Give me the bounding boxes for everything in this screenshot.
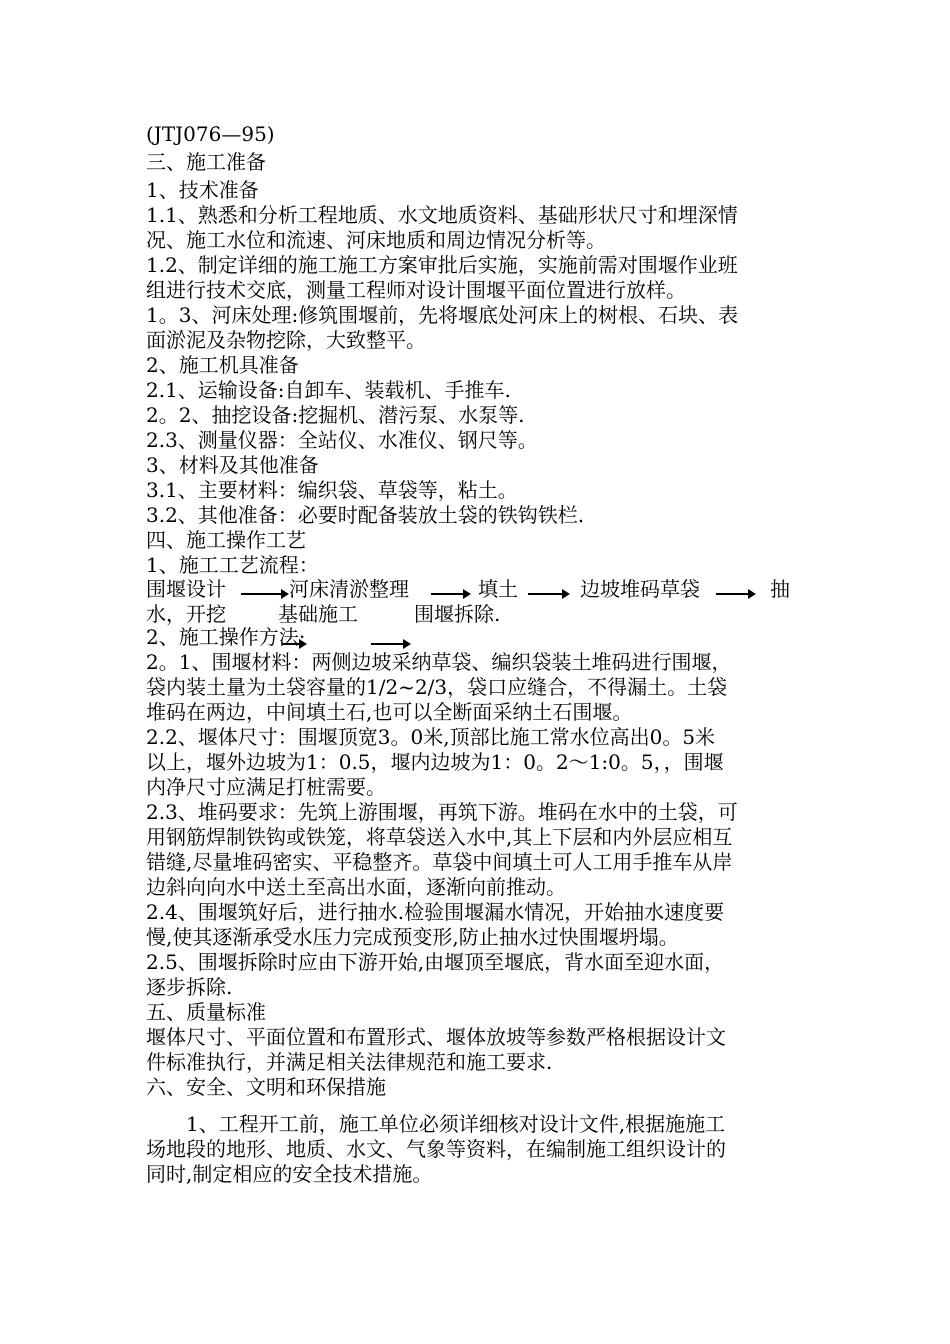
arrow-right-icon [241,585,289,599]
text-line: 2.5、围堰拆除时应由下游开始,由堰顶至堰底，背水面至迎水面， [146,950,725,974]
text-line: 错缝,尽量堆码密实、平稳整齐。草袋中间填土可人工用手推车从岸 [146,850,733,874]
text-line: 况、施工水位和流速、河床地质和周边情况分析等。 [146,228,606,252]
text-line: 2.3、堆码要求：先筑上游围堰，再筑下游。堆码在水中的土袋，可 [146,800,738,824]
text-line: 慢,使其逐渐承受水压力完成预变形,防止抽水过快围堰坍塌。 [146,925,679,949]
subsection-heading: 1、技术准备 [146,178,259,202]
text-line: 组进行技术交底，测量工程师对设计围堰平面位置进行放样。 [146,278,686,302]
subsection-heading: 3、材料及其他准备 [146,453,319,477]
paragraph-line: 同时,制定相应的安全技术措施。 [146,1162,433,1186]
flow-step: 填土 [478,577,518,601]
flow-step: 围堰拆除. [414,602,501,626]
flow-step: 边坡堆码草袋 [580,577,700,601]
subsection-heading: 2、施工机具准备 [146,353,299,377]
text-line: 用钢筋焊制铁钩或铁笼，将草袋送入水中,其上下层和内外层应相互 [146,825,733,849]
text-line: 堰体尺寸、平面位置和布置形式、堰体放坡等参数严格根据设计文 [146,1025,726,1049]
standard-code: (JTJ076—95) [146,122,275,146]
section-heading: 三、施工准备 [146,150,266,174]
text-line: 边斜向向水中送土至高出水面，逐渐向前推动。 [146,875,566,899]
flow-step: 基础施工 [278,602,358,626]
text-line: 2.2、堰体尺寸：围堰顶宽3。0米,顶部比施工常水位高出0。5米 [146,725,716,749]
text-line: 以上，堰外边坡为1：0.5，堰内边坡为1：0。2～1:0。5，，围堰 [146,750,724,774]
text-line: 1。3、河床处理:修筑围堰前，先将堰底处河床上的树根、石块、表 [146,303,739,327]
paragraph-line: 场地段的地形、地质、水文、气象等资料，在编制施工组织设计的 [146,1137,726,1161]
text-line: 1.2、制定详细的施工施工方案审批后实施，实施前需对围堰作业班 [146,253,738,277]
text-line: 件标准执行，并满足相关法律规范和施工要求. [146,1050,553,1074]
text-line: 1.1、熟悉和分析工程地质、水文地质资料、基础形状尺寸和埋深情 [146,203,738,227]
text-line: 堆码在两边，中间填土石,也可以全断面采纳土石围堰。 [146,700,633,724]
subsection-heading: 2、施工操作方法: [146,625,306,649]
text-line: 2.3、测量仪器：全站仪、水准仪、钢尺等。 [146,428,538,452]
flow-step: 水，开挖 [146,602,226,626]
text-line: 2。2、抽挖设备:挖掘机、潜污泵、水泵等. [146,403,525,427]
text-line: 3.1、主要材料：编织袋、草袋等，粘土。 [146,478,518,502]
section-heading: 四、施工操作工艺 [146,528,306,552]
text-line: 内净尺寸应满足打桩需要。 [146,775,386,799]
arrow-right-icon [528,585,570,599]
text-line: 面淤泥及杂物挖除，大致整平。 [146,328,426,352]
text-line: 2。1、围堰材料：两侧边坡采纳草袋、编织袋装土堆码进行围堰， [146,650,732,674]
subsection-heading: 1、施工工艺流程： [146,553,319,577]
flow-step: 河床清淤整理 [289,577,409,601]
text-line: 逐步拆除. [146,975,233,999]
arrow-right-icon [716,585,756,599]
text-line: 2.1、运输设备:自卸车、装载机、手推车. [146,378,511,402]
flow-step: 围堰设计 [146,577,226,601]
paragraph-line: 1、工程开工前，施工单位必须详细核对设计文件,根据施施工 [186,1112,726,1136]
text-line: 袋内装土量为土袋容量的1/2~2/3，袋口应缝合，不得漏土。土袋 [146,675,728,699]
text-line: 2.4、围堰筑好后，进行抽水.检验围堰漏水情况，开始抽水速度要 [146,900,725,924]
section-heading: 五、质量标准 [146,1000,266,1024]
arrow-right-icon [431,585,471,599]
section-heading: 六、安全、文明和环保措施 [146,1075,386,1099]
text-line: 3.2、其他准备：必要时配备装放土袋的铁钩铁栏. [146,503,585,527]
flow-step: 抽 [770,577,790,601]
